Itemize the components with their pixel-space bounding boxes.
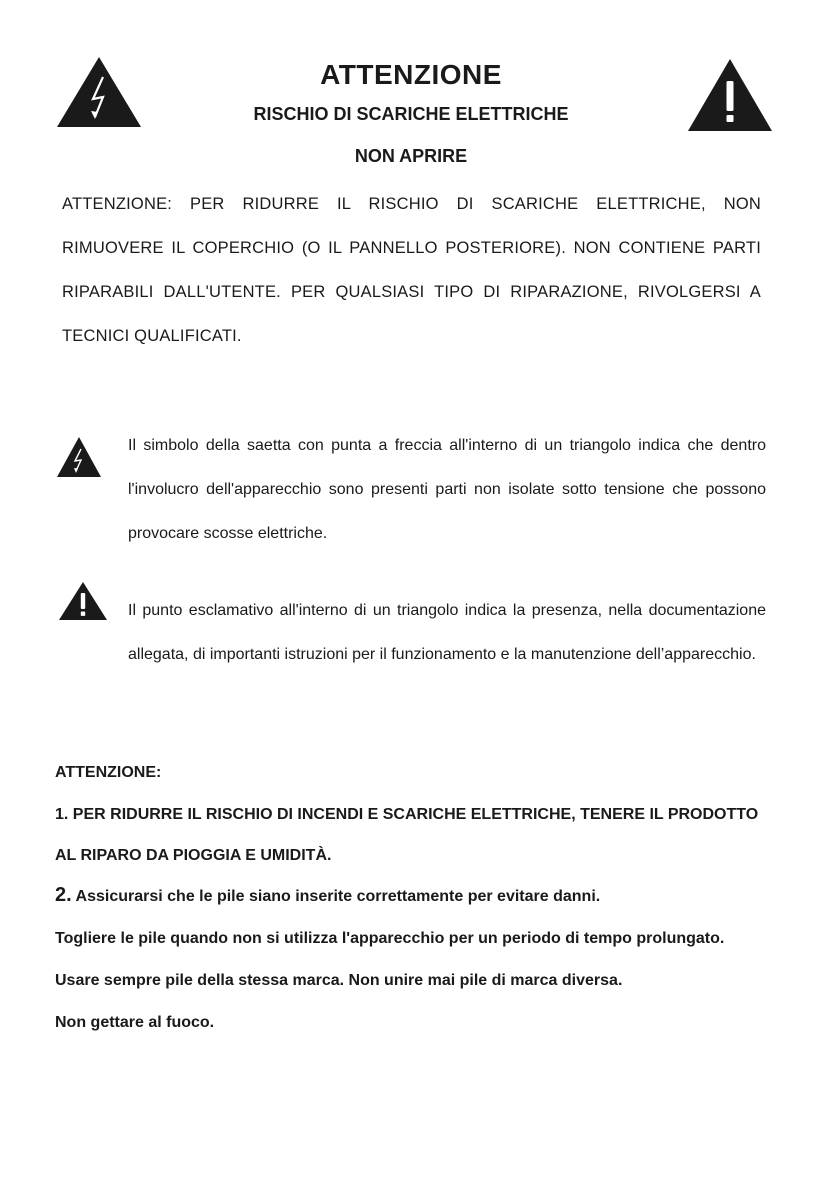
lightning-symbol-description: Il simbolo della saetta con punta a freccia all'interno di un triangolo indica che dentro l'involucro dell'apparecchio sono presenti parti non isolate sotto tensione che possono provocare scosse elettriche. (128, 437, 766, 542)
warning-number: 2. (55, 884, 72, 906)
battery-warning-line-3: Usare sempre pile della stessa marca. Non unire mai pile di marca diversa. (55, 972, 623, 989)
battery-warning-line-1 (55, 874, 775, 918)
do-not-open-notice: NON APRIRE (354, 146, 468, 166)
exclamation-triangle-icon (688, 59, 772, 131)
intro-warning-paragraph: ATTENZIONE: PER RIDURRE IL RISCHIO DI SCARICHE ELETTRICHE, NON RIMUOVERE IL COPERCHIO (O IL PANNELLO POSTERIORE). NON CONTIENE PARTI RIPARABILI DALL'UTENTE. PER QUALSIASI TIPO DI RIPARAZIONE, RIVOLGERSI A TECNICI QUALIFICATI. (62, 195, 761, 345)
warning-item-batteries (55, 874, 775, 1044)
battery-insertion-text: Assicurarsi che le pile siano inserite correttamente per evitare danni. (75, 888, 601, 905)
page-subtitle: RISCHIO DI SCARICHE ELETTRICHE (253, 104, 569, 124)
warnings-heading: ATTENZIONE: (55, 764, 162, 781)
page-title: ATTENZIONE (320, 59, 502, 90)
battery-warning-line-2: Togliere le pile quando non si utilizza l'apparecchio per un periodo di tempo prolungato. (55, 930, 725, 947)
lightning-triangle-icon (57, 437, 101, 477)
battery-warning-line-4: Non gettare al fuoco. (55, 1014, 215, 1031)
warnings-list (55, 794, 775, 1044)
warning-item-rain-humidity: 1. PER RIDURRE IL RISCHIO DI INCENDI E SCARICHE ELETTRICHE, TENERE IL PRODOTTO AL RIPARO DA PIOGGIA E UMIDITÀ. (55, 806, 759, 864)
exclamation-triangle-icon (59, 582, 107, 620)
exclamation-symbol-description: Il punto esclamativo all'interno di un triangolo indica la presenza, nella documentazione allegata, di importanti istruzioni per il funzionamento e la manutenzione dell’apparecchio. (128, 602, 766, 663)
